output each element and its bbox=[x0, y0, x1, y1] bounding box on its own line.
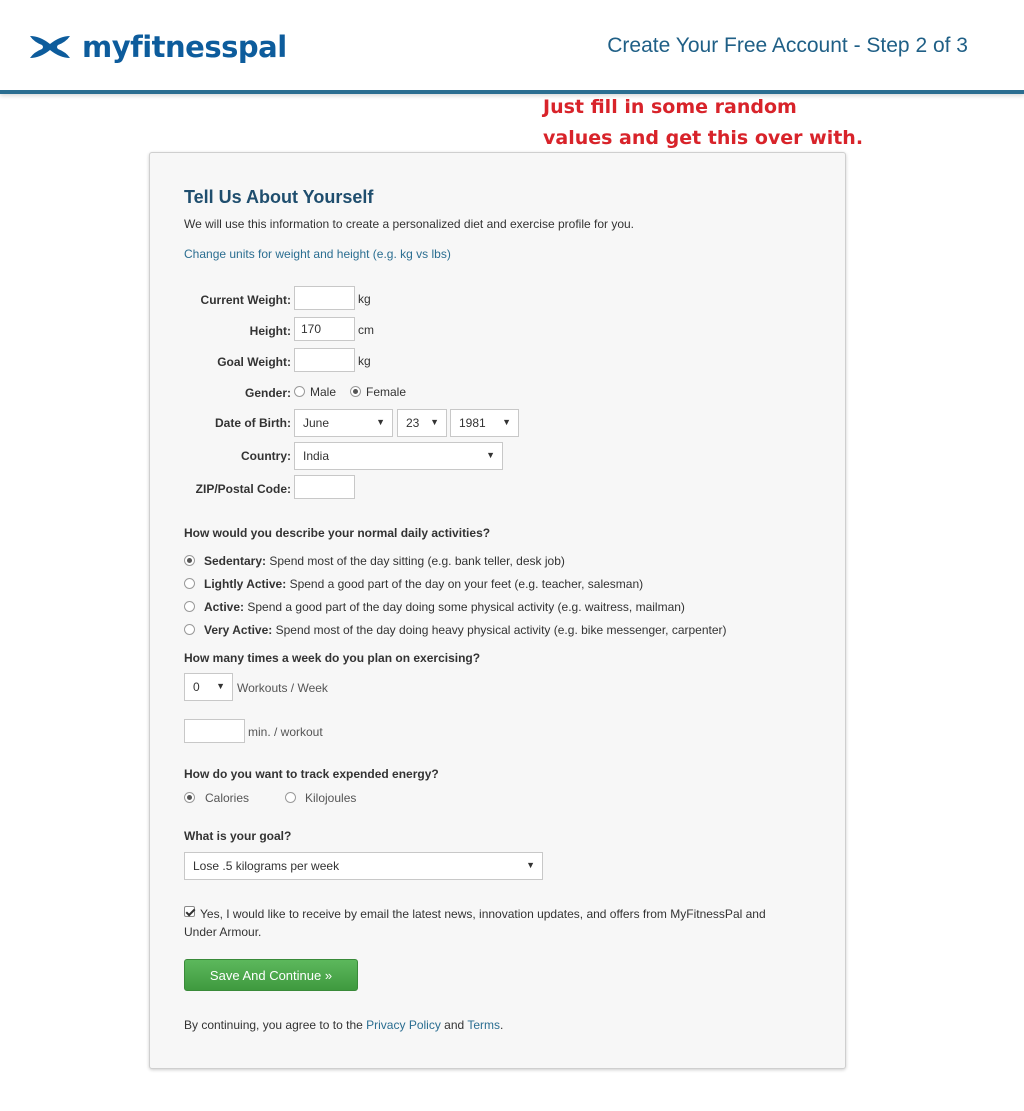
minutes-unit: min. / workout bbox=[248, 725, 323, 739]
chevron-down-icon: ▼ bbox=[216, 681, 225, 691]
goal-value: Lose .5 kilograms per week bbox=[193, 859, 340, 873]
workouts-per-week-select[interactable] bbox=[184, 673, 233, 701]
activity-lightly-active-label: Lightly Active: Spend a good part of the day on your feet (e.g. teacher, salesman) bbox=[204, 577, 644, 591]
height-label: Height: bbox=[249, 324, 291, 338]
annotation-line-1: Just fill in some random bbox=[543, 96, 797, 118]
save-and-continue-button[interactable]: Save And Continue » bbox=[184, 959, 358, 991]
page-step-title: Create Your Free Account - Step 2 of 3 bbox=[607, 34, 968, 57]
profile-form-card bbox=[149, 152, 846, 1069]
dob-label: Date of Birth: bbox=[215, 416, 291, 430]
current-weight-unit: kg bbox=[358, 292, 371, 306]
dob-year-value: 1981 bbox=[459, 416, 486, 430]
gender-male-label: Male bbox=[310, 385, 337, 399]
form-intro: We will use this information to create a personalized diet and exercise profile for you. bbox=[184, 217, 635, 231]
activity-question: How would you describe your normal daily activities? bbox=[184, 526, 491, 540]
workouts-unit: Workouts / Week bbox=[237, 681, 328, 695]
gender-female-radio[interactable] bbox=[350, 386, 361, 397]
energy-calories-label: Calories bbox=[205, 791, 250, 805]
activity-sedentary-label: Sedentary: Spend most of the day sitting (e.g. bank teller, desk job) bbox=[204, 554, 565, 568]
goal-weight-input[interactable] bbox=[294, 348, 355, 372]
gender-label: Gender: bbox=[244, 386, 291, 400]
country-value: India bbox=[303, 449, 330, 463]
minutes-per-workout-input[interactable] bbox=[184, 719, 245, 743]
goal-weight-unit: kg bbox=[358, 354, 371, 368]
activity-very-active-radio[interactable] bbox=[184, 624, 195, 635]
privacy-policy-link[interactable]: Privacy Policy bbox=[366, 1018, 441, 1032]
form-title: Tell Us About Yourself bbox=[184, 187, 374, 207]
activity-lightly-active-radio[interactable] bbox=[184, 578, 195, 589]
current-weight-input[interactable] bbox=[294, 286, 355, 310]
brand-logo[interactable] bbox=[28, 30, 287, 64]
energy-kilojoules-radio[interactable] bbox=[285, 792, 296, 803]
country-label: Country: bbox=[241, 449, 291, 463]
height-unit: cm bbox=[358, 323, 374, 337]
dob-month-value: June bbox=[303, 416, 330, 430]
country-select[interactable] bbox=[294, 442, 503, 470]
dob-day-select[interactable] bbox=[397, 409, 447, 437]
dob-month-select[interactable] bbox=[294, 409, 393, 437]
zip-input[interactable] bbox=[294, 475, 355, 499]
height-input[interactable]: 170 bbox=[294, 317, 355, 341]
brand-name: myfitnesspal bbox=[82, 30, 287, 64]
chevron-down-icon: ▼ bbox=[376, 417, 385, 427]
change-units-link[interactable]: Change units for weight and height (e.g. kg vs lbs) bbox=[184, 247, 451, 261]
dob-year-select[interactable] bbox=[450, 409, 519, 437]
annotation-line-2: values and get this over with. bbox=[543, 127, 864, 149]
workouts-value: 0 bbox=[193, 680, 200, 694]
goal-select[interactable] bbox=[184, 852, 543, 880]
exercise-question: How many times a week do you plan on exercising? bbox=[184, 651, 481, 665]
energy-calories-radio[interactable] bbox=[184, 792, 195, 803]
energy-kilojoules-label: Kilojoules bbox=[305, 791, 357, 805]
chevron-down-icon: ▼ bbox=[526, 860, 535, 870]
site-header bbox=[0, 0, 1024, 94]
activity-very-active-label: Very Active: Spend most of the day doing heavy physical activity (e.g. bike messenger, carpenter) bbox=[204, 623, 727, 637]
gender-female-label: Female bbox=[366, 385, 407, 399]
gender-male-radio[interactable] bbox=[294, 386, 305, 397]
chevron-down-icon: ▼ bbox=[486, 450, 495, 460]
under-armour-logo-icon bbox=[28, 34, 72, 60]
goal-question: What is your goal? bbox=[184, 829, 292, 843]
activity-active-label: Active: Spend a good part of the day doing some physical activity (e.g. waitress, mailman) bbox=[204, 600, 685, 614]
chevron-down-icon: ▼ bbox=[502, 417, 511, 427]
energy-question: How do you want to track expended energy? bbox=[184, 767, 439, 781]
goal-weight-label: Goal Weight: bbox=[217, 355, 291, 369]
dob-day-value: 23 bbox=[406, 416, 420, 430]
terms-notice: By continuing, you agree to to the Privacy Policy and Terms. bbox=[184, 1018, 504, 1032]
zip-label: ZIP/Postal Code: bbox=[195, 482, 291, 496]
current-weight-label: Current Weight: bbox=[200, 293, 291, 307]
newsletter-label-line-1: Yes, I would like to receive by email the latest news, innovation updates, and offers from MyFitnessPal and bbox=[200, 907, 766, 921]
newsletter-label-line-2: Under Armour. bbox=[184, 925, 262, 939]
chevron-down-icon: ▼ bbox=[430, 417, 439, 427]
activity-sedentary-radio[interactable] bbox=[184, 555, 195, 566]
newsletter-checkbox[interactable] bbox=[184, 906, 195, 917]
activity-active-radio[interactable] bbox=[184, 601, 195, 612]
terms-link[interactable]: Terms bbox=[467, 1018, 500, 1032]
annotation-note bbox=[543, 92, 883, 154]
